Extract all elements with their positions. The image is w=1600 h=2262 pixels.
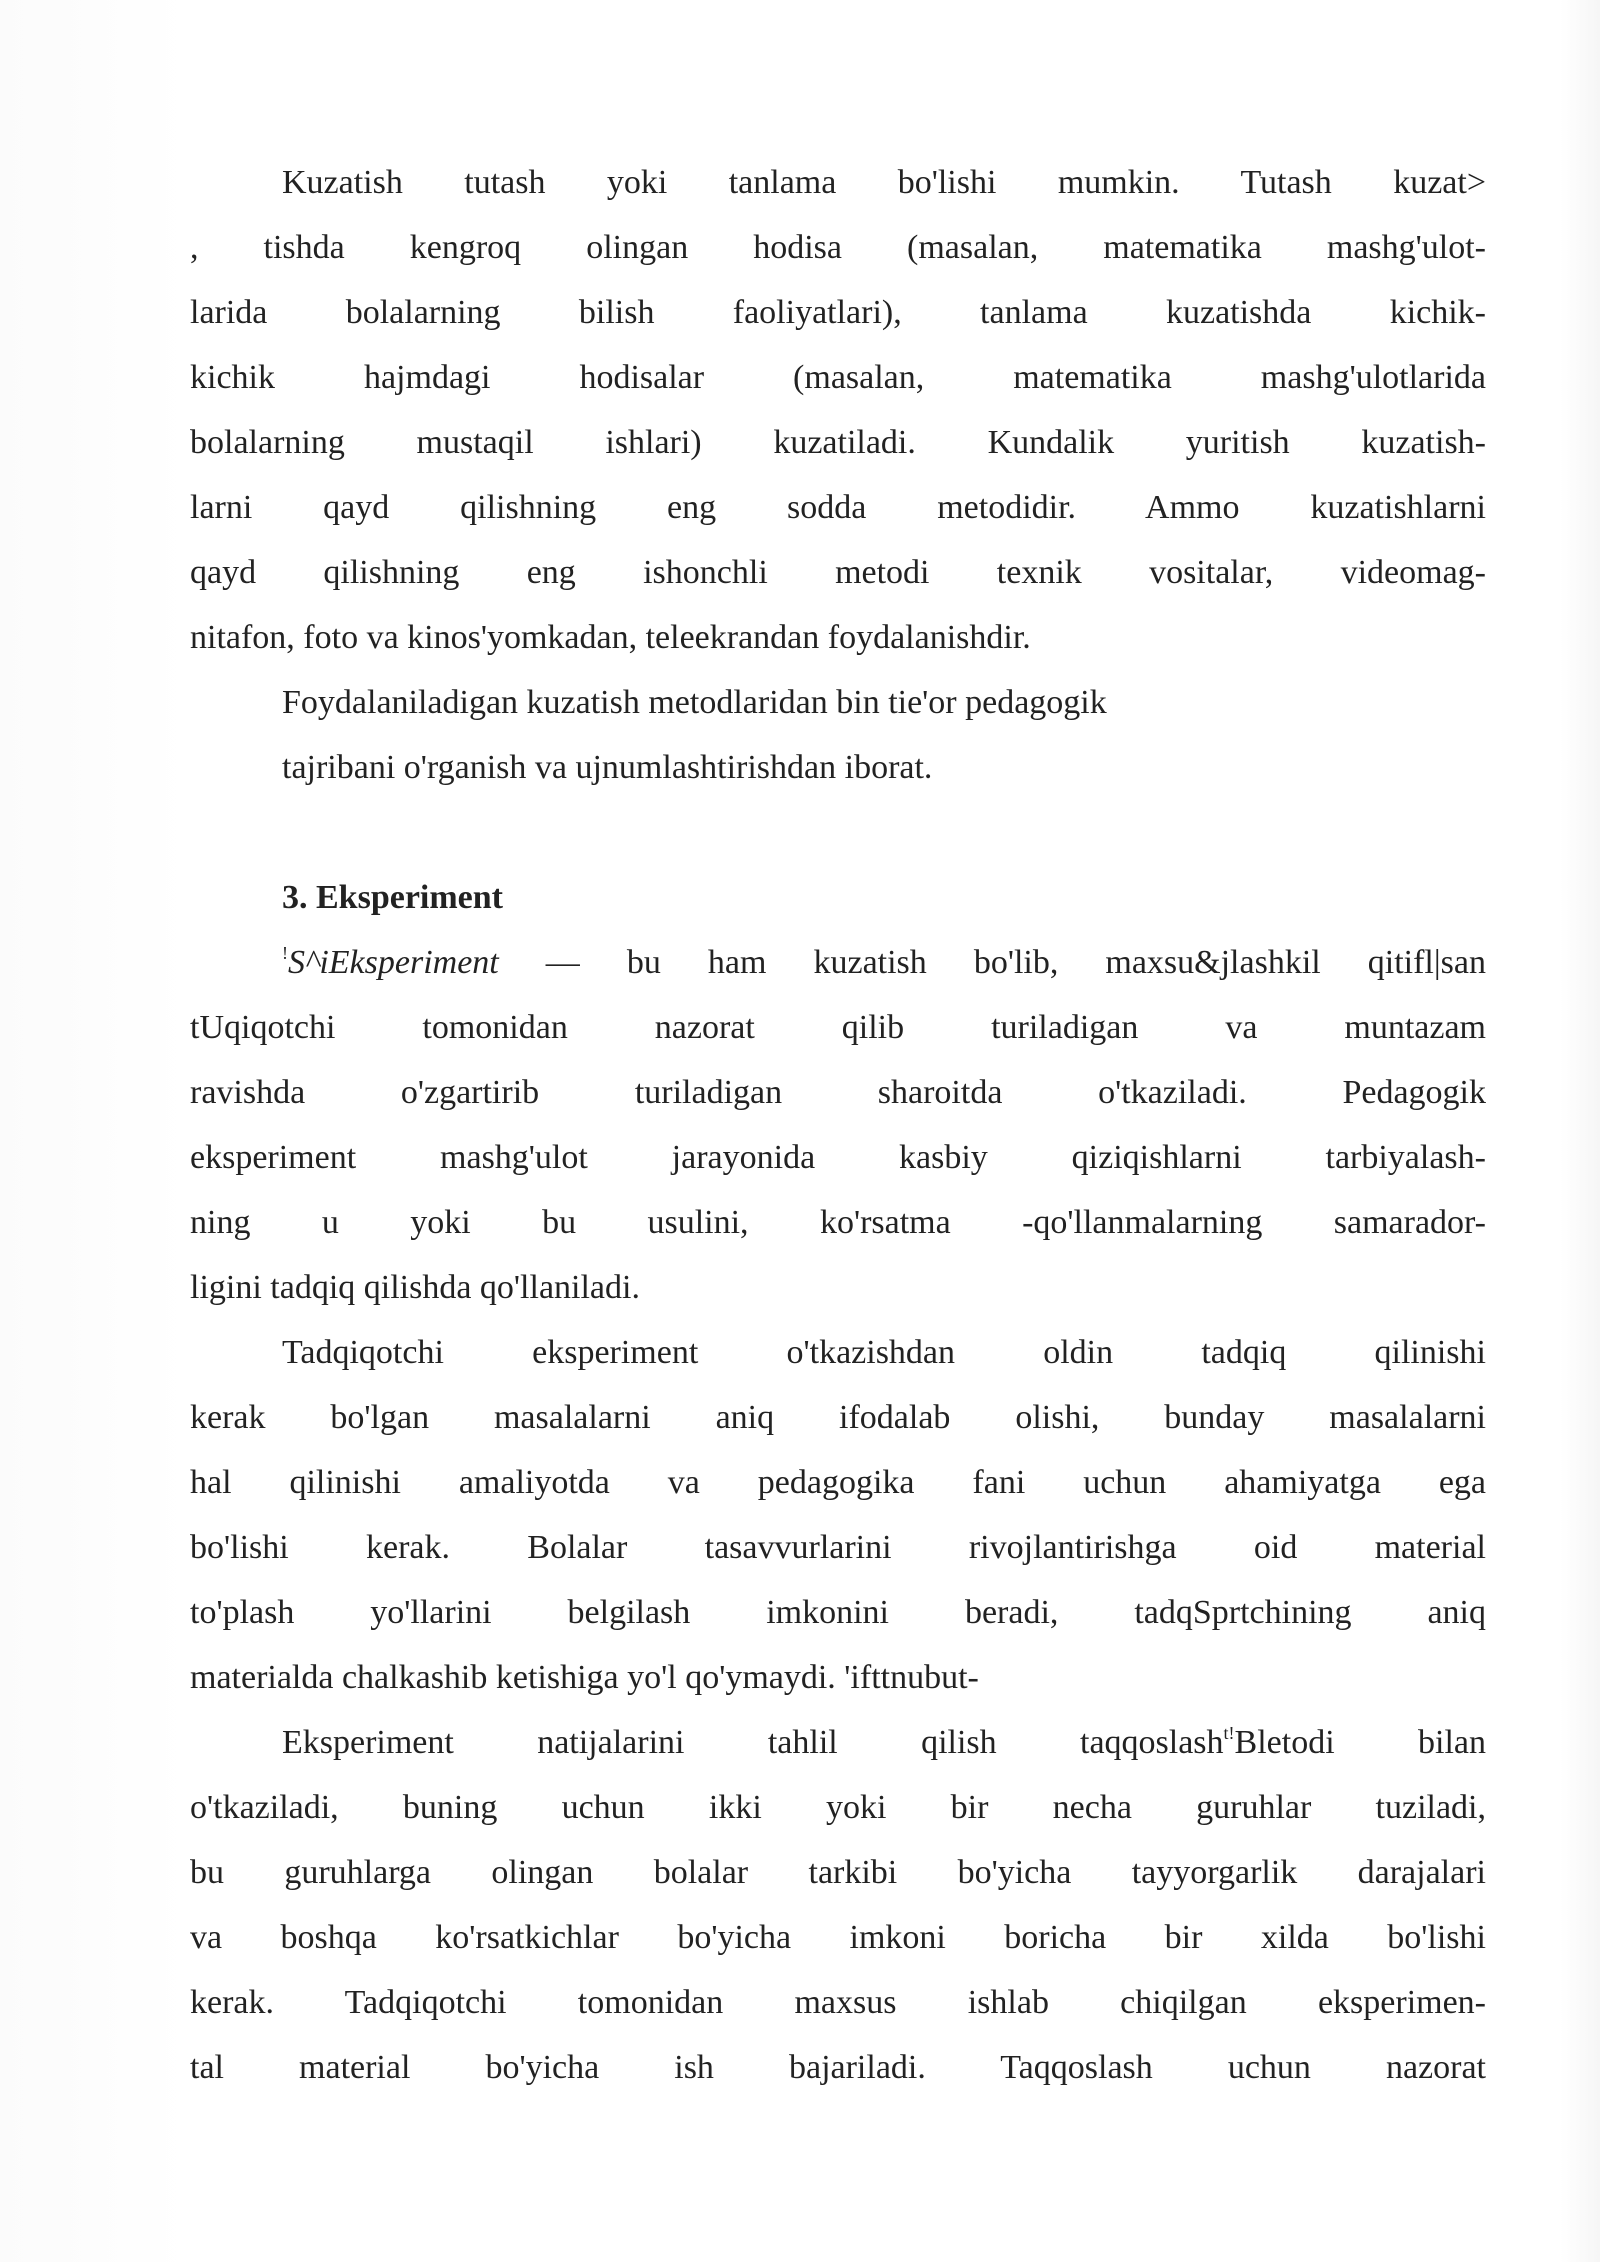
text-line: Tadqiqotchi eksperiment o'tkazishdan oldin tadqiq qilinishi	[282, 1334, 1486, 1371]
text-line: tUqiqotchi tomonidan nazorat qilib turiladigan va muntazam	[190, 1009, 1486, 1046]
text-line	[190, 930, 1486, 995]
term-italic: S^iEksperiment	[288, 944, 499, 981]
text-line: hal qilinishi amaliyotda va pedagogika fani uchun ahamiyatga ega	[190, 1464, 1486, 1501]
text-line: to'plash yo'llarini belgilash imkonini beradi, tadqSprtchining aniq	[190, 1594, 1486, 1631]
paragraph-observation-types	[190, 150, 1486, 670]
text-line: o'tkaziladi, buning uchun ikki yoki bir necha guruhlar tuziladi,	[190, 1789, 1486, 1826]
text-line: kerak. Tadqiqotchi tomonidan maxsus ishlab chiqilgan eksperimen-	[190, 1984, 1486, 2021]
text-line: bo'lishi kerak. Bolalar tasavvurlarini rivojlantirishga oid material	[190, 1529, 1486, 1566]
text-line: va boshqa ko'rsatkichlar bo'yicha imkoni boricha bir xilda bo'lishi	[190, 1919, 1486, 1956]
text-line: materialda chalkashib ketishiga yo'l qo'ymaydi. 'ifttnubut-	[190, 1659, 979, 1696]
text-line: kerak bo'lgan masalalarni aniq ifodalab olishi, bunday masalalarni	[190, 1399, 1486, 1436]
page-body	[190, 150, 1486, 2100]
paragraph-experiment-analysis	[190, 1710, 1486, 2100]
text-line: Kuzatish tutash yoki tanlama bo'lishi mumkin. Tutash kuzat>	[282, 164, 1486, 201]
text-line: larida bolalarning bilish faoliyatlari), tanlama kuzatishda kichik-	[190, 294, 1486, 331]
text-line: qayd qilishning eng ishonchli metodi texnik vositalar, videomag-	[190, 554, 1486, 591]
text-line: larni qayd qilishning eng sodda metodidir. Ammo kuzatishlarni	[190, 489, 1486, 526]
text-line: ravishda o'zgartirib turiladigan sharoitda o'tkaziladi. Pedagogik	[190, 1074, 1486, 1111]
superscript-mark: !	[282, 943, 288, 963]
scan-shadow-left	[0, 0, 188, 2262]
text-fragment: Bletodi bilan	[1234, 1724, 1486, 1761]
text-line: , tishda kengroq olingan hodisa (masalan, matematika mashg'ulot-	[190, 229, 1486, 266]
text-line: bu guruhlarga olingan bolalar tarkibi bo'yicha tayyorgarlik darajalari	[190, 1854, 1486, 1891]
text-line: eksperiment mashg'ulot jarayonida kasbiy qiziqishlarni tarbiyalash-	[190, 1139, 1486, 1176]
section-heading: 3. Eksperiment	[282, 879, 503, 916]
text-line: tal material bo'yicha ish bajariladi. Taqqoslash uchun nazorat	[190, 2049, 1486, 2086]
text-line	[190, 1710, 1486, 1775]
text-fragment: — bu ham kuzatish bo'lib, maxsu&jlashkil qitifl|san	[498, 944, 1486, 981]
scan-shadow-right	[1560, 0, 1600, 2262]
text-fragment: Eksperiment natijalarini tahlil qilish taqqoslash	[282, 1724, 1224, 1761]
text-line: kichik hajmdagi hodisalar (masalan, matematika mashg'ulotlarida	[190, 359, 1486, 396]
text-line: bolalarning mustaqil ishlari) kuzatiladi. Kundalik yuritish kuzatish-	[190, 424, 1486, 461]
text-line: ning u yoki bu usulini, ko'rsatma -qo'llanmalarning samarador-	[190, 1204, 1486, 1241]
paragraph-researcher-preparation	[190, 1320, 1486, 1710]
paragraph-observation-methods	[190, 670, 1486, 800]
superscript-mark: t!	[1223, 1723, 1235, 1743]
text-line: ligini tadqiq qilishda qo'llaniladi.	[190, 1269, 640, 1306]
text-line: tajribani o'rganish va ujnumlashtirishdan iborat.	[282, 749, 933, 786]
text-line: Foydalaniladigan kuzatish metodlaridan bin tie'or pedagogik	[282, 684, 1107, 721]
spacer	[190, 800, 1486, 865]
paragraph-experiment-definition	[190, 930, 1486, 1320]
text-line: nitafon, foto va kinos'yomkadan, teleekrandan foydalanishdir.	[190, 619, 1031, 656]
